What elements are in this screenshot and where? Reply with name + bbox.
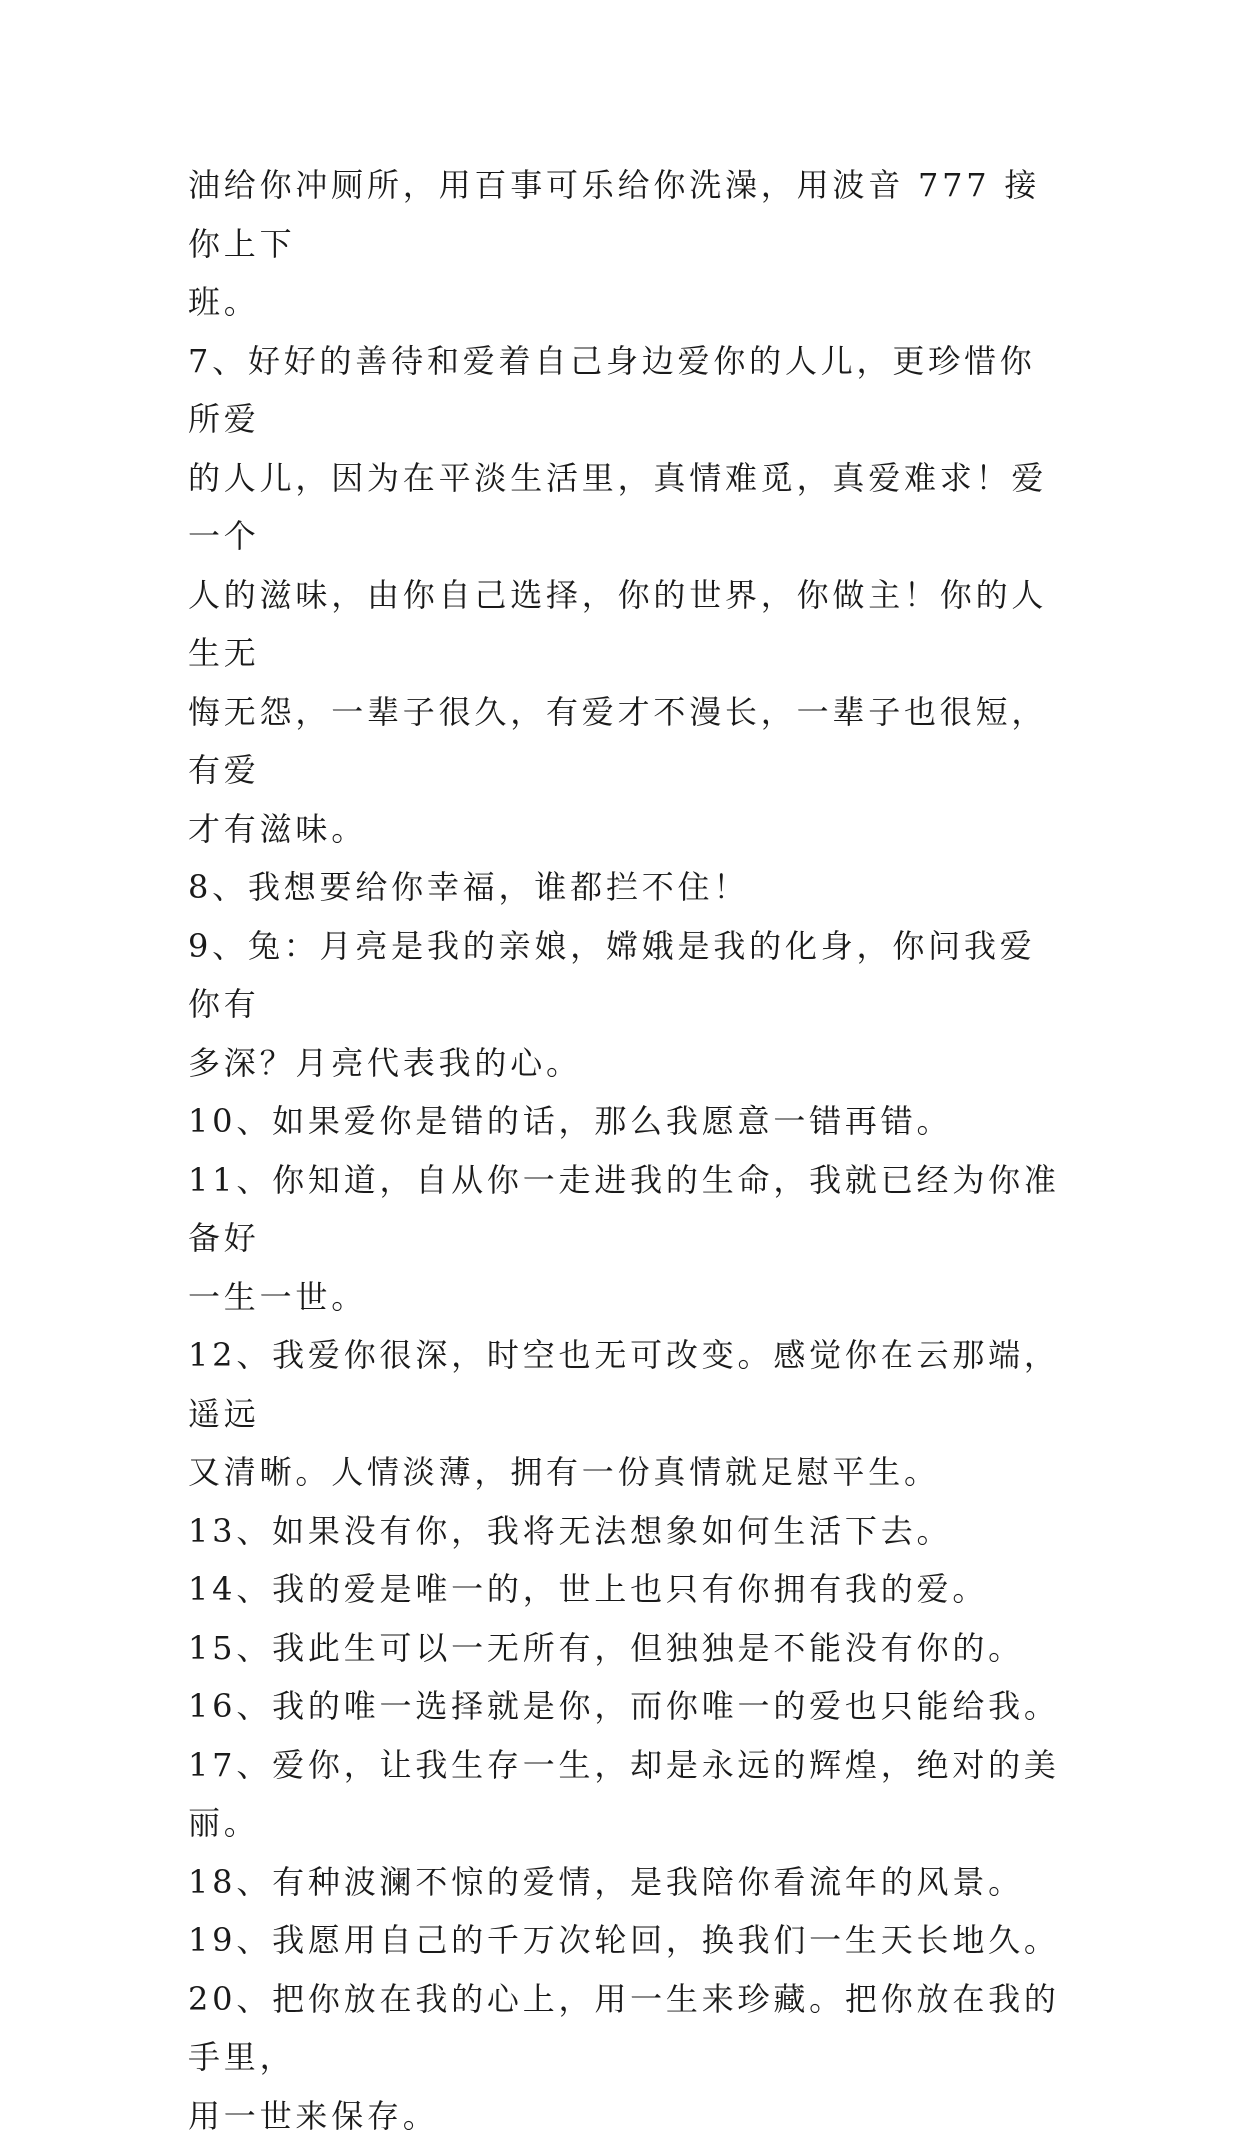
- paragraph-item-18: 18、有种波澜不惊的爱情，是我陪你看流年的风景。: [188, 1853, 1068, 1912]
- paragraph-continuation: 油给你冲厕所，用百事可乐给你洗澡，用波音 777 接你上下 班。: [188, 156, 1068, 332]
- paragraph-item-17: 17、爱你，让我生存一生，却是永远的辉煌，绝对的美丽。: [188, 1736, 1068, 1853]
- document-body: [188, 156, 1068, 2145]
- paragraph-item-15: 15、我此生可以一无所有，但独独是不能没有你的。: [188, 1619, 1068, 1678]
- paragraph-item-11: 11、你知道，自从你一走进我的生命，我就已经为你准备好 一生一世。: [188, 1151, 1068, 1327]
- paragraph-item-20: 20、把你放在我的心上，用一生来珍藏。把你放在我的手里， 用一世来保存。: [188, 1970, 1068, 2145]
- paragraph-item-8: 8、我想要给你幸福，谁都拦不住！: [188, 858, 1068, 917]
- paragraph-item-12: 12、我爱你很深，时空也无可改变。感觉你在云那端，遥远 又清晰。人情淡薄，拥有一份真情就足慰平生。: [188, 1326, 1068, 1502]
- paragraph-item-19: 19、我愿用自己的千万次轮回，换我们一生天长地久。: [188, 1911, 1068, 1970]
- paragraph-item-16: 16、我的唯一选择就是你，而你唯一的爱也只能给我。: [188, 1677, 1068, 1736]
- paragraph-item-14: 14、我的爱是唯一的，世上也只有你拥有我的爱。: [188, 1560, 1068, 1619]
- paragraph-item-7: 7、好好的善待和爱着自己身边爱你的人儿，更珍惜你所爱 的人儿，因为在平淡生活里，真情难觅，真爱难求！爱一个 人的滋味，由你自己选择，你的世界，你做主！你的人生无 悔无怨，一辈子很久，有爱才不漫长，一辈子也很短，有爱 才有滋味。: [188, 332, 1068, 859]
- paragraph-item-9: 9、兔：月亮是我的亲娘，嫦娥是我的化身，你问我爱你有 多深？月亮代表我的心。: [188, 917, 1068, 1093]
- paragraph-item-13: 13、如果没有你，我将无法想象如何生活下去。: [188, 1502, 1068, 1561]
- paragraph-item-10: 10、如果爱你是错的话，那么我愿意一错再错。: [188, 1092, 1068, 1151]
